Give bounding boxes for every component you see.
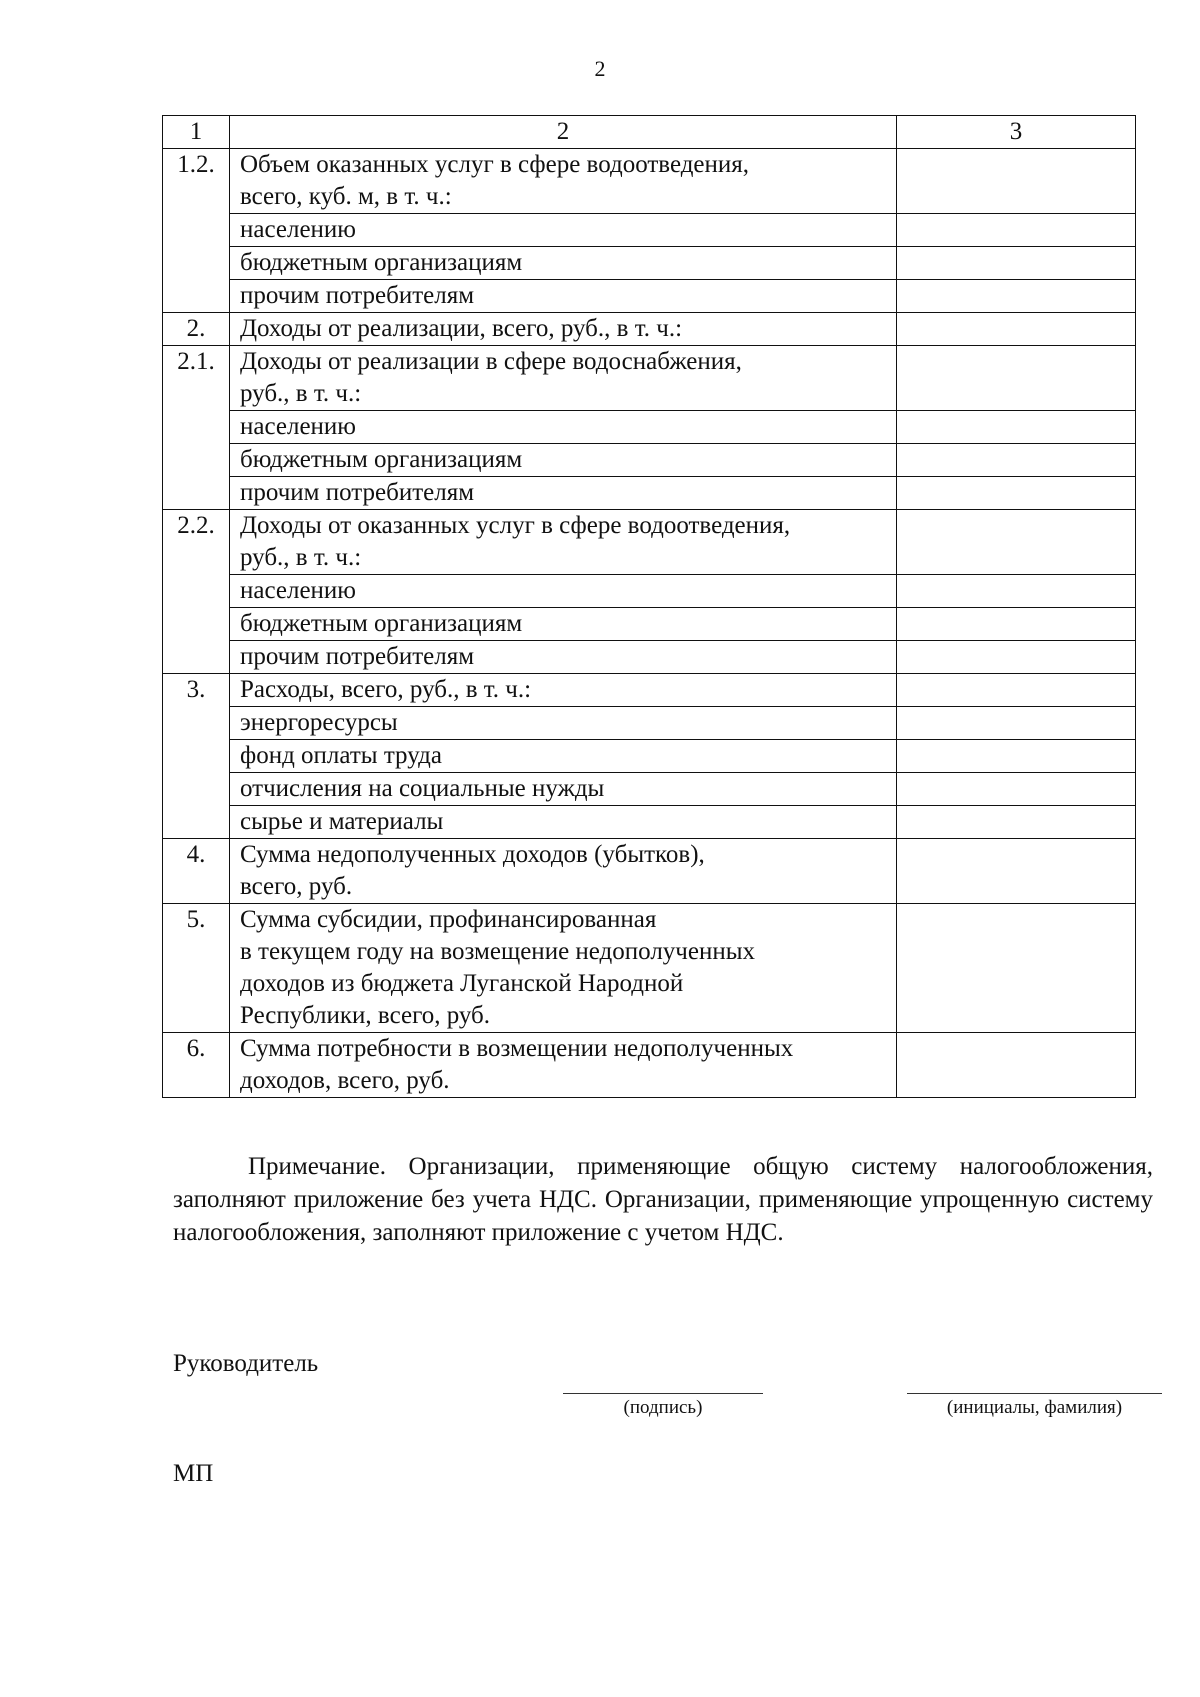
name-line — [907, 1393, 1162, 1394]
name-caption: (инициалы, фамилия) — [946, 1397, 1123, 1418]
sub-indicator-cell: отчисления на социальные нужды — [230, 773, 897, 806]
table-row — [163, 149, 1136, 214]
table-subrow — [163, 707, 1136, 740]
value-cell — [897, 674, 1136, 707]
value-cell — [897, 707, 1136, 740]
indicator-line: руб., в т. ч.: — [240, 380, 362, 407]
indicator-line: доходов из бюджета Луганской Народной — [240, 970, 684, 997]
note — [173, 1150, 1153, 1249]
value-cell — [897, 904, 1136, 1033]
indicator-line: Доходы от реализации, всего, руб., в т. ч.: — [240, 315, 683, 342]
indicator-line: руб., в т. ч.: — [240, 544, 362, 571]
indicator-cell — [230, 313, 897, 346]
value-cell — [897, 280, 1136, 313]
sub-indicator-cell: населению — [230, 214, 897, 247]
indicator-cell — [230, 149, 897, 214]
table-subrow — [163, 773, 1136, 806]
indicator-line: Республики, всего, руб. — [240, 1002, 491, 1029]
indicator-line: в текущем году на возмещение недополученных — [240, 938, 756, 965]
value-cell — [897, 773, 1136, 806]
header-cell: 1 — [163, 116, 230, 149]
indicator-line: всего, руб. — [240, 873, 353, 900]
indicator-line: доходов, всего, руб. — [240, 1067, 450, 1094]
signature-line — [563, 1393, 763, 1394]
indicator-cell — [230, 1033, 897, 1098]
sub-indicator-cell: прочим потребителям — [230, 477, 897, 510]
value-cell — [897, 608, 1136, 641]
table-row — [163, 839, 1136, 904]
sub-indicator-cell: бюджетным организациям — [230, 608, 897, 641]
value-cell — [897, 346, 1136, 411]
signer-title: Руководитель — [173, 1350, 319, 1377]
indicator-line: Доходы от оказанных услуг в сфере водоотведения, — [240, 512, 791, 539]
table-subrow — [163, 444, 1136, 477]
indicator-line: Доходы от реализации в сфере водоснабжения, — [240, 348, 742, 375]
table-row — [163, 904, 1136, 1033]
report-table — [162, 115, 1136, 1098]
table-row — [163, 674, 1136, 707]
table-subrow — [163, 214, 1136, 247]
signature-caption: (подпись) — [623, 1397, 703, 1418]
note-text: Примечание. Организации, применяющие общую систему налогообложения, заполняют приложение без учета НДС. Организации, применяющие упрощенную систему налогообложения, заполняют приложение с учетом НДС. — [173, 1153, 1153, 1246]
page-number: 2 — [594, 56, 606, 81]
table-subrow — [163, 247, 1136, 280]
row-number: 3. — [163, 674, 230, 839]
value-cell — [897, 247, 1136, 280]
value-cell — [897, 214, 1136, 247]
row-number: 2.2. — [163, 510, 230, 674]
indicator-line: Сумма потребности в возмещении недополученных — [240, 1035, 794, 1062]
table-subrow — [163, 477, 1136, 510]
sub-indicator-cell: бюджетным организациям — [230, 247, 897, 280]
indicator-cell — [230, 674, 897, 707]
value-cell — [897, 149, 1136, 214]
indicator-line: Сумма субсидии, профинансированная — [240, 906, 657, 933]
table-subrow — [163, 608, 1136, 641]
sub-indicator-cell: энергоресурсы — [230, 707, 897, 740]
value-cell — [897, 641, 1136, 674]
row-number: 1.2. — [163, 149, 230, 313]
value-cell — [897, 477, 1136, 510]
header-cell: 3 — [897, 116, 1136, 149]
row-number: 2. — [163, 313, 230, 346]
indicator-line: Сумма недополученных доходов (убытков), — [240, 841, 705, 868]
table-row — [163, 346, 1136, 411]
row-number: 5. — [163, 904, 230, 1033]
table-subrow — [163, 806, 1136, 839]
table-subrow — [163, 575, 1136, 608]
row-number: 4. — [163, 839, 230, 904]
table-header-row — [163, 116, 1136, 149]
value-cell — [897, 444, 1136, 477]
indicator-line: Расходы, всего, руб., в т. ч.: — [240, 676, 532, 703]
row-number: 6. — [163, 1033, 230, 1098]
table-subrow — [163, 740, 1136, 773]
header-cell: 2 — [230, 116, 897, 149]
sub-indicator-cell: фонд оплаты труда — [230, 740, 897, 773]
stamp-label: МП — [173, 1460, 214, 1487]
row-number: 2.1. — [163, 346, 230, 510]
sub-indicator-cell: населению — [230, 575, 897, 608]
value-cell — [897, 839, 1136, 904]
value-cell — [897, 510, 1136, 575]
table-subrow — [163, 641, 1136, 674]
value-cell — [897, 575, 1136, 608]
sub-indicator-cell: прочим потребителям — [230, 641, 897, 674]
indicator-cell — [230, 839, 897, 904]
indicator-cell — [230, 510, 897, 575]
table-subrow — [163, 411, 1136, 444]
table-row — [163, 313, 1136, 346]
indicator-line: Объем оказанных услуг в сфере водоотведения, — [240, 151, 750, 178]
value-cell — [897, 411, 1136, 444]
table-subrow — [163, 280, 1136, 313]
value-cell — [897, 806, 1136, 839]
value-cell — [897, 740, 1136, 773]
value-cell — [897, 1033, 1136, 1098]
indicator-line: всего, куб. м, в т. ч.: — [240, 183, 452, 210]
sub-indicator-cell: бюджетным организациям — [230, 444, 897, 477]
table-row — [163, 1033, 1136, 1098]
sub-indicator-cell: населению — [230, 411, 897, 444]
sub-indicator-cell: прочим потребителям — [230, 280, 897, 313]
indicator-cell — [230, 346, 897, 411]
table-row — [163, 510, 1136, 575]
sub-indicator-cell: сырье и материалы — [230, 806, 897, 839]
value-cell — [897, 313, 1136, 346]
indicator-cell — [230, 904, 897, 1033]
